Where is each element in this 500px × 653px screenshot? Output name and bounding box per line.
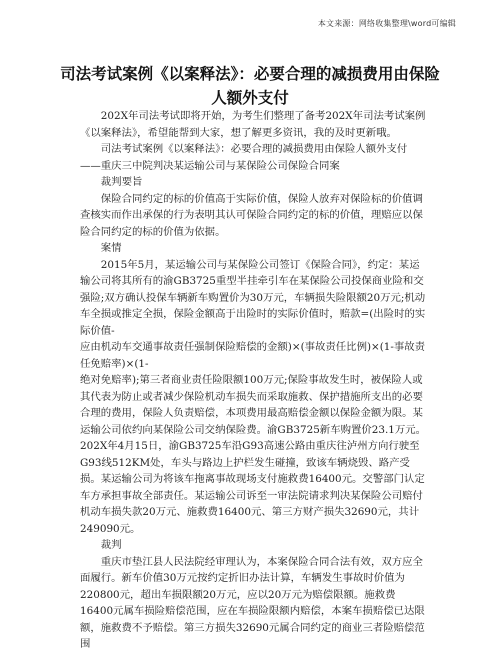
body-paragraph: 重庆市垫江县人民法院经审理认为，本案保险合同合法有效，双方应全面履行。新车价值30万元按约定折旧办法计算，车辆发生事故时价值为220800元，超出车损限额20万元，应以20万元为赔偿限额。施救费16400元属车损险赔偿范围，应在车损险限额内赔偿，本案车损赔偿已达限额，施救费不予赔偿。第三方损失32690元属合同约定的商业三者险赔偿范围 — [80, 555, 425, 650]
document-title: 司法考试案例《以案释法》：必要合理的减损费用由保险人额外支付 — [60, 65, 440, 107]
body-paragraph: 应由机动车交通事故责任强制保险赔偿的金额)×(事故责任比例)×(1-事故责任免赔率)×(1- — [80, 341, 426, 370]
body-paragraph: 2015年5月，某运输公司与某保险公司签订《保险合同》，约定：某运输公司将其所有的渝GB3725重型半挂牵引车在某保险公司投保商业险和交强险;双方确认投保车辆新车购置价为30万元，车辆损失险限额20万元;机动车全损或推定全损，保险金额高于出险时的实际价值时，赔款=(出险时的实际价值- — [80, 258, 426, 337]
body-paragraph: 202X年司法考试即将开始，为考生们整理了备考202X年司法考试案例《以案释法》，希望能帮到大家，想了解更多资讯，我的及时更新哦。 — [80, 110, 426, 139]
body-paragraph: 裁判 — [100, 539, 122, 551]
body-paragraph: 司法考试案例《以案释法》：必要合理的减损费用由保险人额外支付——重庆三中院判决某运输公司与某保险公司保险合同案 — [80, 143, 408, 172]
document-body — [80, 108, 428, 653]
body-paragraph: 案情 — [100, 242, 122, 254]
body-paragraph: 裁判要旨 — [100, 176, 143, 188]
source-note: 本文来源：网络收集整理\word可编辑 — [317, 19, 456, 28]
body-paragraph: 保险合同约定的标的价值高于实际价值，保险人放弃对保险标的价值调查核实而作出承保的行为表明其认可保险合同约定的标的价值，理赔应以保险合同约定的标的价值为依据。 — [80, 192, 423, 238]
body-paragraph: 绝对免赔率);第三者商业责任险限额100万元;保险事故发生时，被保险人或其代表为防止或者减少保险机动车损失而采取施救、保护措施所支出的必要合理的费用，保险人负责赔偿，本项费用最高赔偿金额以保险金额为限。某运输公司依约向某保险公司交纳保险费。渝GB3725新车购置价23.1万元。202X年4月15日，渝GB3725车沿G93高速公路由重庆往泸州方向行驶至G93线512KM处，车头与路边上护栏发生碰撞，致该车辆烧毁、路产受损。某运输公司为将该车拖离事故现场支付施救费16400元。交警部门认定车方承担事故全部责任。某运输公司诉至一审法院请求判决某保险公司赔付机动车损失款20万元、施救费16400元、第三方财产损失32690元，共计249090元。 — [80, 374, 427, 535]
